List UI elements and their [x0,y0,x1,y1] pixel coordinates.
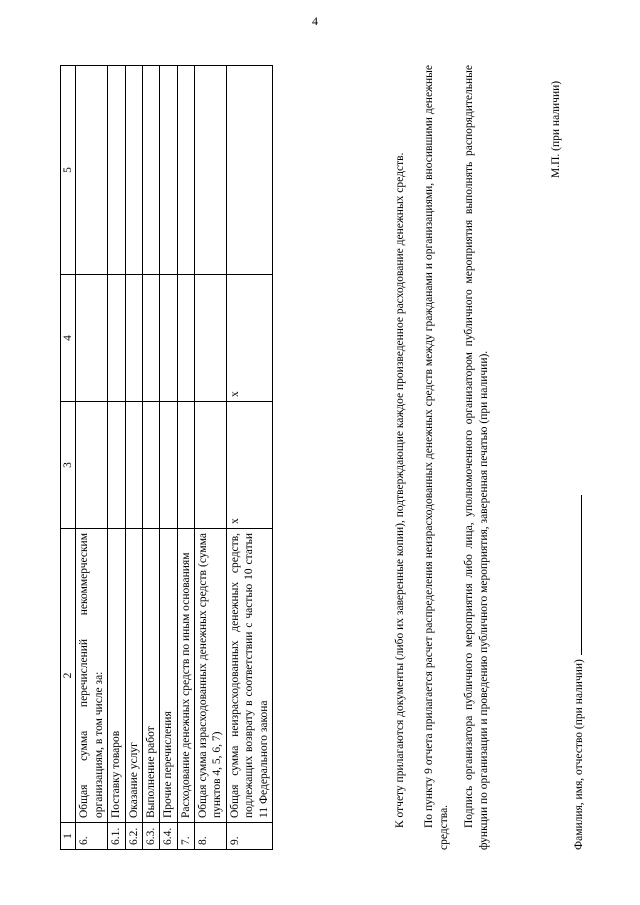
row-cell-4 [125,275,142,402]
header-cell: 4 [61,275,76,402]
header-cell: 5 [61,66,76,275]
signature-line [570,495,585,850]
row-name: Общая сумма неизрасходованных денежных средств, подлежащих возврату в соответствии с частью 10 статьи 11 Федерального закона [226,529,272,823]
row-cell-3 [195,402,227,529]
row-cell-4: x [226,275,272,402]
page-number: 4 [312,14,318,28]
row-number: 9. [226,823,272,850]
row-number: 7. [177,823,194,850]
row-cell-3: x [226,402,272,529]
row-name: Выполнение работ [142,529,159,823]
row-cell-5 [142,66,159,275]
row-cell-5 [108,66,125,275]
row-cell-5 [195,66,227,275]
row-cell-3 [177,402,194,529]
report-table [60,65,273,850]
row-cell-4 [195,275,227,402]
signature-label: Фамилия, имя, отчество (при наличии) [573,659,585,850]
table-row [108,66,125,850]
header-cell: 2 [61,529,76,823]
row-name: Поставку товаров [108,529,125,823]
row-cell-3 [142,402,159,529]
row-cell-5 [160,66,177,275]
row-number: 6.4. [160,823,177,850]
table-row [226,66,272,850]
stamp-label: М.П. (при наличии) [550,80,562,178]
row-cell-5 [76,66,108,275]
table-header-row [61,66,76,850]
row-number: 8. [195,823,227,850]
table-row [142,66,159,850]
header-cell: 1 [61,823,76,850]
row-number: 6. [76,823,108,850]
table-row [177,66,194,850]
row-cell-3 [125,402,142,529]
row-name: Расходование денежных средств по иным основаниям [177,529,194,823]
table-row [195,66,227,850]
row-cell-4 [142,275,159,402]
paragraph-signature-note: Подпись организатора публичного мероприятия либо лица, уполномоченного организатором публичного мероприятия выполнять распорядительные функции по организации и проведению публичного мероприятия, заверенная печатью (при наличии). [463,65,490,850]
row-cell-4 [160,275,177,402]
table-row [160,66,177,850]
table-row [125,66,142,850]
row-name: Общая сумма израсходованных денежных средств (сумма пунктов 4, 5, 6, 7) [195,529,227,823]
table-row [76,66,108,850]
row-number: 6.2. [125,823,142,850]
row-cell-3 [108,402,125,529]
signature-underline [570,495,582,655]
row-cell-3 [76,402,108,529]
row-cell-4 [108,275,125,402]
row-cell-5 [125,66,142,275]
row-name: Общая сумма перечислений некоммерческим организациям, в том числе за: [76,529,108,823]
rotated-page-content [60,30,620,850]
row-cell-4 [177,275,194,402]
row-cell-5 [177,66,194,275]
row-cell-5 [226,66,272,275]
paragraph-documents: К отчету прилагаются документы (либо их заверенные копии), подтверждающие каждое произведенное расходование денежных средств. [394,152,406,828]
row-cell-4 [76,275,108,402]
row-number: 6.3. [142,823,159,850]
row-number: 6.1. [108,823,125,850]
row-name: Прочие перечисления [160,529,177,823]
row-cell-3 [160,402,177,529]
row-name: Оказание услуг [125,529,142,823]
header-cell: 3 [61,402,76,529]
paragraph-item-9: По пункту 9 отчета прилагается расчет распределения неизрасходованных денежных средств между гражданами и организациями, вносившими денежные средства. [423,65,450,850]
